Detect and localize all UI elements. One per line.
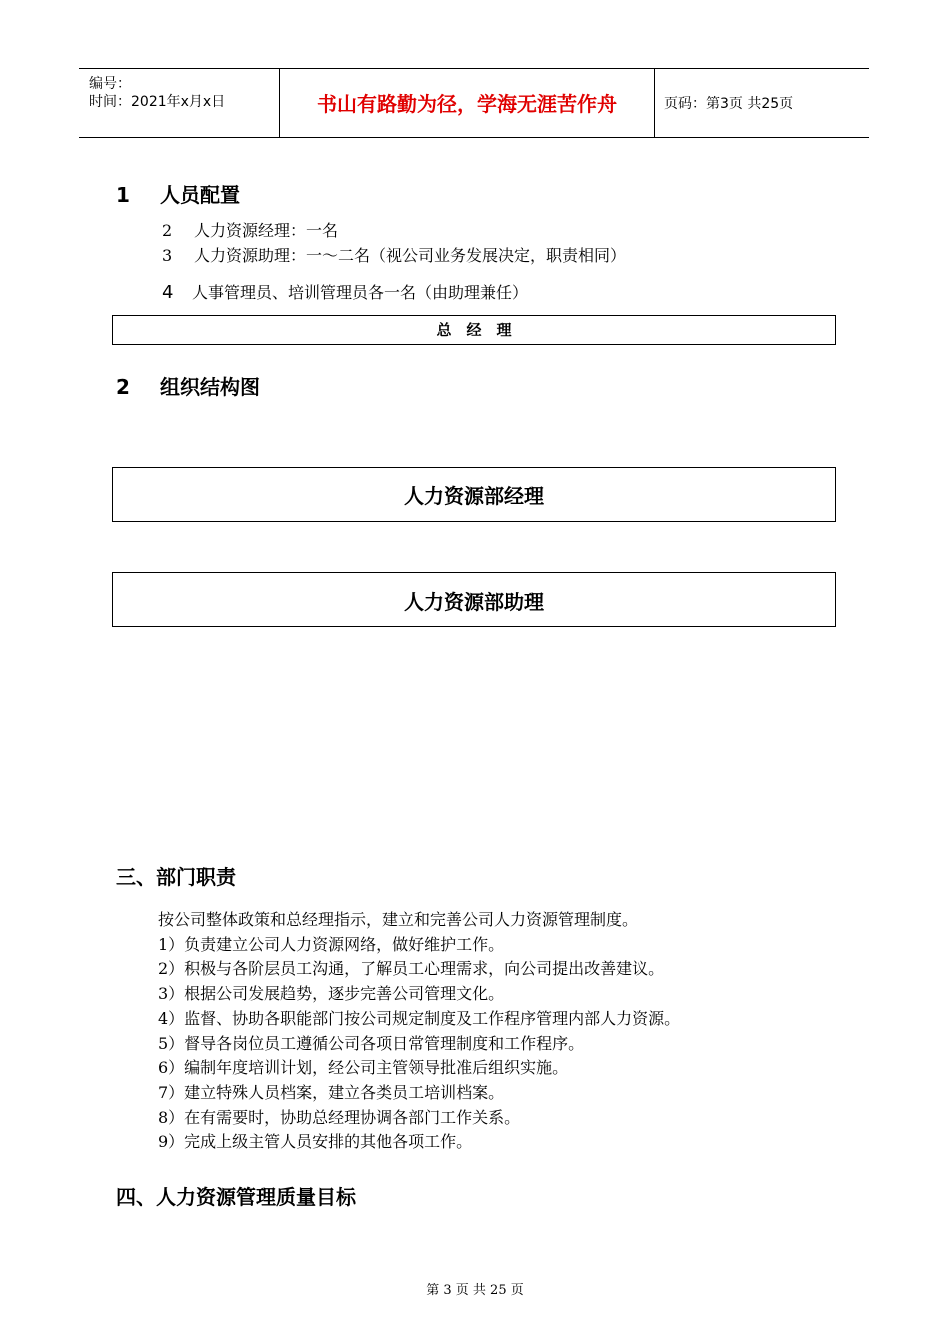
section2-heading — [116, 371, 260, 400]
page-header — [79, 68, 869, 138]
staff-item-text: 人力资源助理：一～二名（视公司业务发展决定，职责相同） — [194, 246, 627, 265]
list-item: 1）负责建立公司人力资源网络，做好维护工作。 — [158, 934, 505, 954]
list-item: 2）积极与各阶层员工沟通，了解员工心理需求，向公司提出改善建议。 — [158, 959, 665, 979]
section2-number: 2 — [116, 375, 130, 399]
section1-heading — [116, 179, 240, 208]
staff-item-text: 人事管理员、培训管理员各一名（由助理兼任） — [192, 283, 529, 302]
duties-list — [158, 908, 680, 1155]
list-item: 4）监督、协助各职能部门按公司规定制度及工作程序管理内部人力资源。 — [158, 1008, 681, 1028]
staff-item — [162, 218, 338, 241]
list-item: 7）建立特殊人员档案，建立各类员工培训档案。 — [158, 1082, 505, 1102]
general-manager-box: 总 经 理 — [112, 315, 836, 345]
staff-item-text: 人力资源经理：一名 — [194, 221, 339, 240]
list-item: 6）编制年度培训计划，经公司主管领导批准后组织实施。 — [158, 1058, 569, 1078]
duties-intro: 按公司整体政策和总经理指示，建立和完善公司人力资源管理制度。 — [158, 910, 639, 929]
list-item: 8）在有需要时，协助总经理协调各部门工作关系。 — [158, 1107, 521, 1127]
list-item: 3）根据公司发展趋势，逐步完善公司管理文化。 — [158, 984, 505, 1004]
header-page-label: 页码：第3页 共25页 — [664, 96, 794, 112]
staff-item-num: 4 — [162, 282, 174, 303]
staff-item — [162, 243, 626, 266]
section2-title: 组织结构图 — [160, 375, 260, 399]
code-label: 编号： — [89, 76, 131, 92]
section1-number: 1 — [116, 183, 130, 207]
list-item: 5）督导各岗位员工遵循公司各项日常管理制度和工作程序。 — [158, 1033, 585, 1053]
list-item: 9）完成上级主管人员安排的其他各项工作。 — [158, 1132, 473, 1152]
section3-heading: 三、部门职责 — [116, 865, 236, 889]
staff-item-num: 2 — [162, 221, 173, 240]
header-motto: 书山有路勤为径，学海无涯苦作舟 — [279, 69, 655, 137]
section4-heading: 四、人力资源管理质量目标 — [116, 1185, 356, 1209]
header-meta-cell — [79, 69, 279, 137]
page-footer: 第 3 页 共 25 页 — [426, 1283, 524, 1298]
staff-item-num: 3 — [162, 246, 173, 265]
section1-title: 人员配置 — [160, 183, 240, 207]
hr-manager-box: 人力资源部经理 — [112, 467, 836, 522]
staff-item — [162, 280, 528, 303]
hr-assistant-box: 人力资源部助理 — [112, 572, 836, 627]
date-label: 时间：2021年x月x日 — [89, 94, 226, 110]
